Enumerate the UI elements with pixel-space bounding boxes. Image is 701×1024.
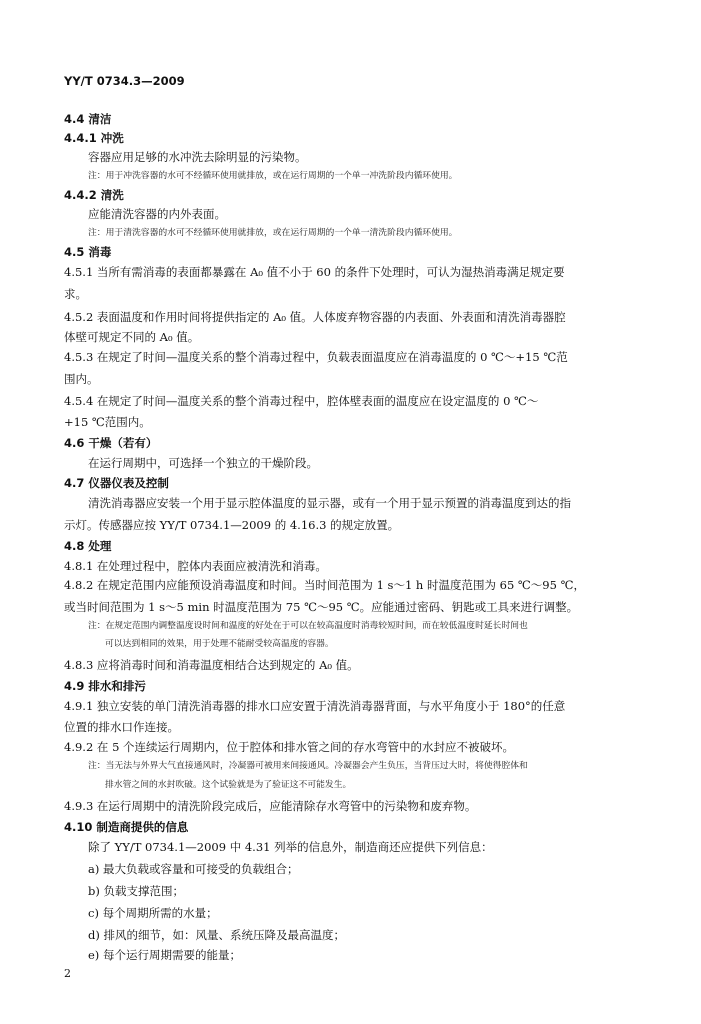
text-line: 除了 YY/T 0734.1—2009 中 4.31 列举的信息外，制造商还应提供下列信息： (88, 840, 493, 854)
text-line: 清洗消毒器应安装一个用于显示腔体温度的显示器，或有一个用于显示预置的消毒温度到达的指 (88, 496, 571, 510)
section-heading: 4.4.1 冲洗 (64, 131, 124, 145)
text-line: b) 负载支撑范围； (88, 884, 185, 898)
text-line: 或当时间范围为 1 s～5 min 时温度范围为 75 ℃～95 ℃。应能通过密码、钥匙或工具来进行调整。 (64, 600, 579, 614)
note-line: 注：用于清洗容器的水可不经循环使用就排放，或在运行周期的一个单一清洗阶段内循环使用。 (88, 228, 458, 238)
text-line: 4.9.2 在 5 个连续运行周期内，位于腔体和排水管之间的存水弯管中的水封应不被破坏。 (64, 740, 515, 754)
section-heading: 4.5 消毒 (64, 245, 112, 259)
text-line: 4.8.3 应将消毒时间和消毒温度相结合达到规定的 A₀ 值。 (64, 658, 359, 672)
text-line: 4.9.3 在运行周期中的清洗阶段完成后，应能清除存水弯管中的污染物和废弃物。 (64, 799, 477, 813)
text-line: 4.8.1 在处理过程中，腔体内表面应被清洗和消毒。 (64, 559, 327, 573)
text-line: +15 ℃范围内。 (64, 415, 151, 429)
note-line: 注：用于冲洗容器的水可不经循环使用就排放，或在运行周期的一个单一冲洗阶段内循环使用。 (88, 171, 458, 181)
text-line: 4.5.3 在规定了时间—温度关系的整个消毒过程中，负载表面温度应在消毒温度的 0 ℃～+15 ℃范 (64, 350, 568, 364)
text-line: 在运行周期中，可选择一个独立的干燥阶段。 (88, 456, 318, 470)
text-line: 体壁可规定不同的 A₀ 值。 (64, 330, 200, 344)
note-line: 排水管之间的水封吹破。这个试验就是为了验证这不可能发生。 (105, 780, 352, 790)
text-line: 4.9.1 独立安装的单门清洗消毒器的排水口应安置于清洗消毒器背面，与水平角度小于 180°的任意 (64, 699, 566, 713)
text-line: e) 每个运行周期需要的能量； (88, 948, 241, 962)
text-line: 容器应用足够的水冲洗去除明显的污染物。 (88, 150, 307, 164)
text-line: 4.5.2 表面温度和作用时间将提供指定的 A₀ 值。人体废弃物容器的内表面、外表面和清洗消毒器腔 (64, 310, 566, 324)
section-heading: 4.8 处理 (64, 539, 112, 553)
section-heading: 4.6 干燥（若有） (64, 436, 158, 450)
text-line: d) 排风的细节，如：风量、系统压降及最高温度； (88, 928, 346, 942)
text-line: 求。 (64, 287, 87, 301)
text-line: 4.5.1 当所有需消毒的表面都暴露在 A₀ 值不小于 60 的条件下处理时，可认为湿热消毒满足规定要 (64, 265, 565, 279)
page-number: 2 (64, 967, 71, 980)
text-line: 围内。 (64, 372, 99, 386)
text-line: 位置的排水口作连接。 (64, 720, 179, 734)
text-line: 应能清洗容器的内外表面。 (88, 207, 226, 221)
document-header: YY/T 0734.3—2009 (64, 74, 185, 88)
note-line: 可以达到相同的效果，用于处理不能耐受较高温度的容器。 (105, 639, 334, 649)
text-line: a) 最大负载或容量和可接受的负载组合； (88, 862, 299, 876)
note-line: 注：当无法与外界大气直接通风时，冷凝器可被用来间接通风。冷凝器会产生负压，当背压过大时，将使得腔体和 (88, 761, 528, 771)
text-line: 4.8.2 在规定范围内应能预设消毒温度和时间。当时间范围为 1 s～1 h 时温度范围为 65 ℃～95 ℃， (64, 578, 585, 592)
text-line: c) 每个周期所需的水量； (88, 906, 218, 920)
note-line: 注：在规定范围内调整温度设时间和温度的好处在于可以在较高温度时消毒较短时间，而在较低温度时延长时间也 (88, 621, 528, 631)
section-heading: 4.9 排水和排污 (64, 679, 146, 693)
text-line: 4.5.4 在规定了时间—温度关系的整个消毒过程中，腔体壁表面的温度应在设定温度的 0 ℃～ (64, 394, 539, 408)
text-line: 示灯。传感器应按 YY/T 0734.1—2009 的 4.16.3 的规定放置。 (64, 518, 400, 532)
section-heading: 4.10 制造商提供的信息 (64, 820, 189, 834)
section-heading: 4.4.2 清洗 (64, 188, 124, 202)
section-heading: 4.4 清洁 (64, 112, 112, 126)
section-heading: 4.7 仪器仪表及控制 (64, 476, 169, 490)
